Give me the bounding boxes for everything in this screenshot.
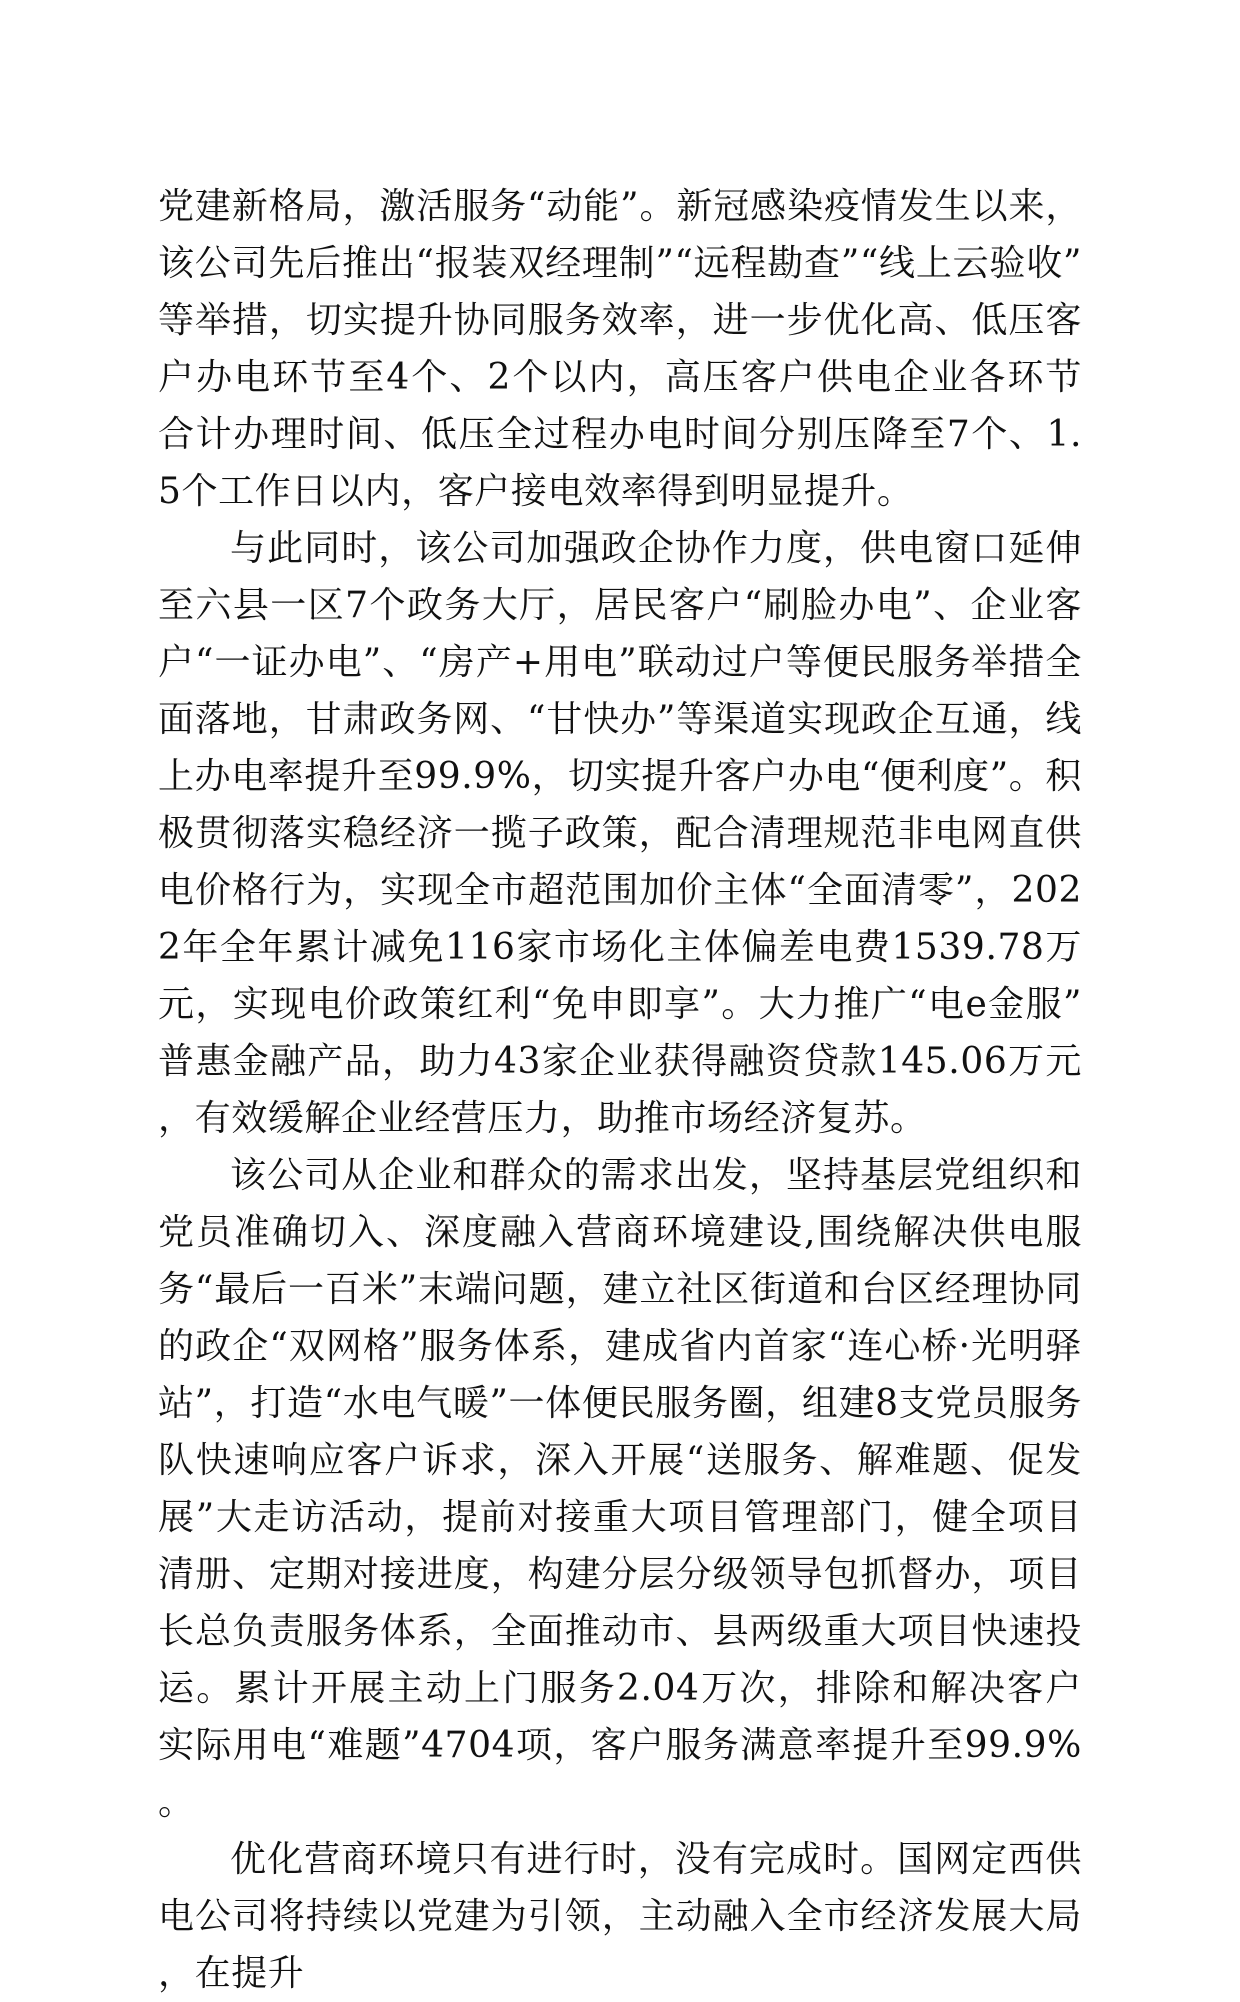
document-body xyxy=(158,178,1082,2002)
paragraph-party-member-service: 该公司从企业和群众的需求出发，坚持基层党组织和党员准确切入、深度融入营商环境建设,围绕解决供电服务“最后一百米”末端问题，建立社区街道和台区经理协同的政企“双网格”服务体系，建成省内首家“连心桥·光明驿站”，打造“水电气暖”一体便民服务圈，组建8支党员服务队快速响应客户诉求，深入开展“送服务、解难题、促发展”大走访活动，提前对接重大项目管理部门，健全项目清册、定期对接进度，构建分层分级领导包抓督办，项目长总负责服务体系，全面推动市、县两级重大项目快速投运。累计开展主动上门服务2.04万次，排除和解决客户实际用电“难题”4704项，客户服务满意率提升至99.9%。 xyxy=(158,1155,1082,1823)
paragraph-continuation: 党建新格局，激活服务“动能”。新冠感染疫情发生以来，该公司先后推出“报装双经理制”“远程勘查”“线上云验收”等举措，切实提升协同服务效率，进一步优化高、低压客户办电环节至4个、2个以内，高压客户供电企业各环节合计办理时间、低压全过程办电时间分别压降至7个、1.5个工作日以内，客户接电效率得到明显提升。 xyxy=(158,186,1082,512)
paragraph-conclusion: 优化营商环境只有进行时，没有完成时。国网定西供电公司将持续以党建为引领，主动融入全市经济发展大局，在提升 xyxy=(158,1839,1082,1994)
paragraph-government-enterprise-cooperation: 与此同时，该公司加强政企协作力度，供电窗口延伸至六县一区7个政务大厅，居民客户“刷脸办电”、企业客户“一证办电”、“房产+用电”联动过户等便民服务举措全面落地，甘肃政务网、“甘快办”等渠道实现政企互通，线上办电率提升至99.9%，切实提升客户办电“便利度”。积极贯彻落实稳经济一揽子政策，配合清理规范非电网直供电价格行为，实现全市超范围加价主体“全面清零”，2022年全年累计减免116家市场化主体偏差电费1539.78万元，实现电价政策红利“免申即享”。大力推广“电e金服”普惠金融产品，助力43家企业获得融资贷款145.06万元，有效缓解企业经营压力，助推市场经济复苏。 xyxy=(158,528,1082,1139)
